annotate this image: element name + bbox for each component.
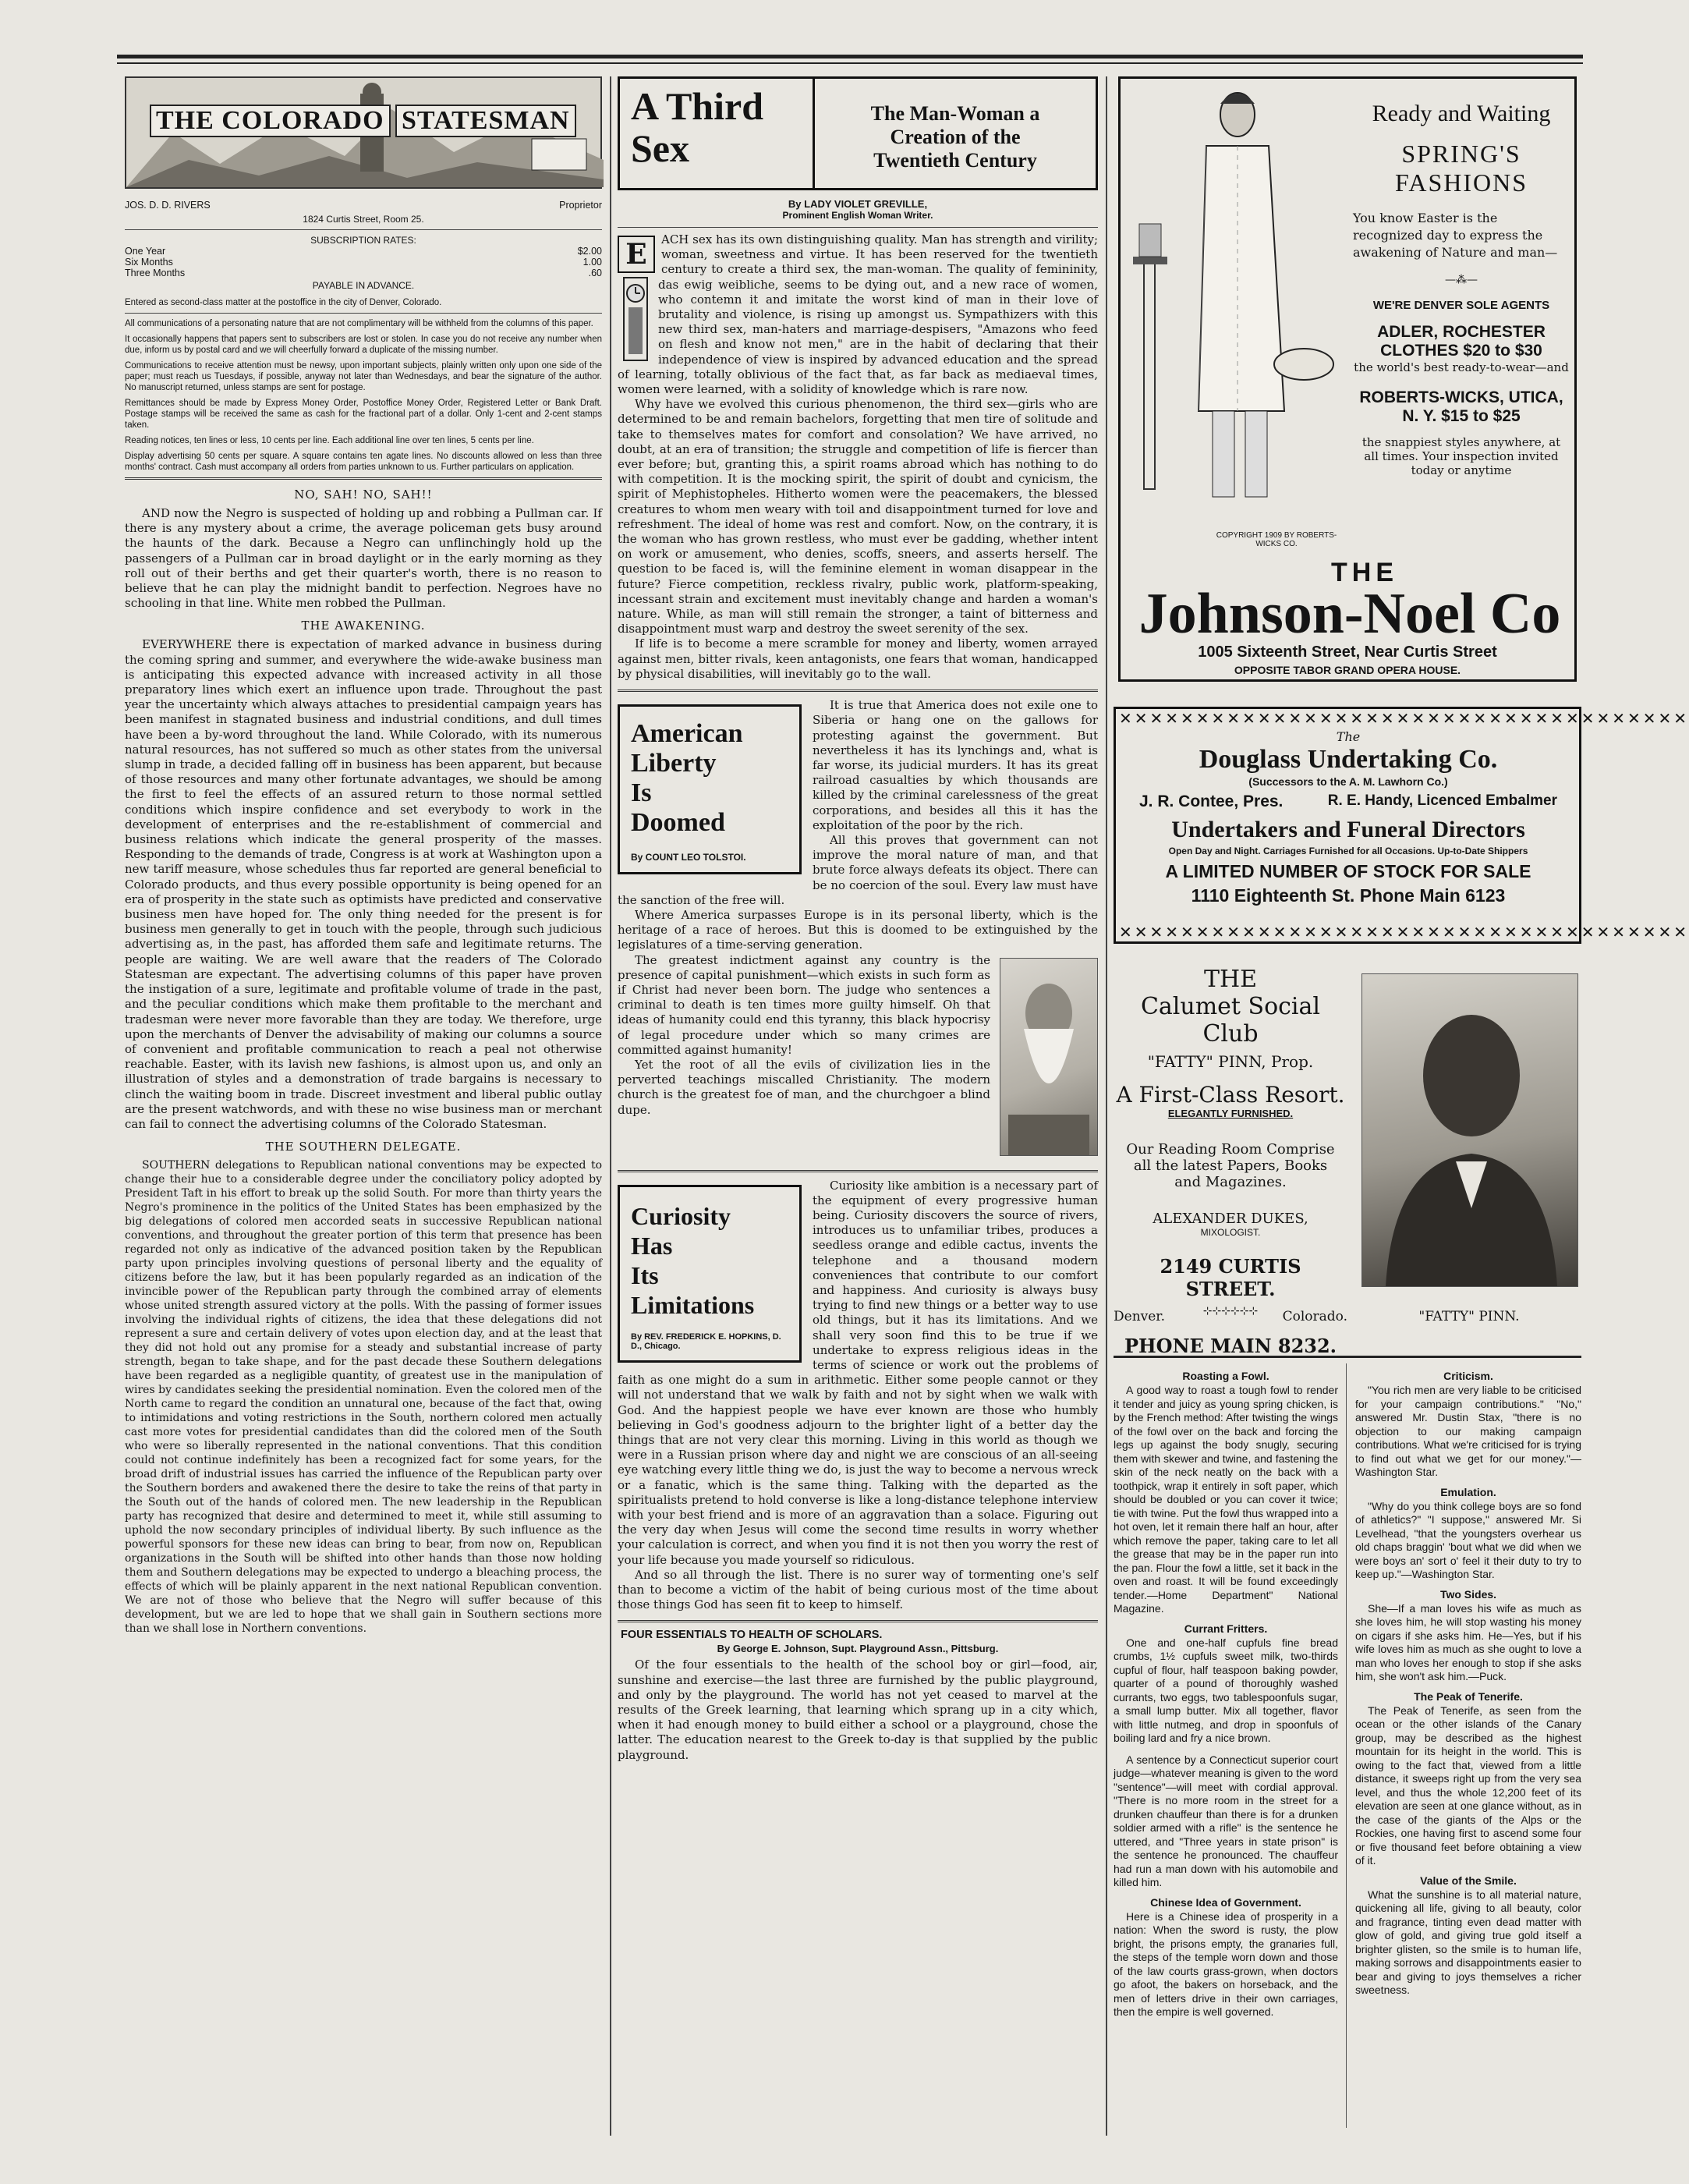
misc-text: Here is a Chinese idea of prosperity in a nation: When the sword is rusty, the plow bright, the prisons empty, the granaries full, the steps of the temple worn down and those of the law courts grass-grown, when doctors go afoot, the bakers on horseback, and the men of letters drive in their own carriages, then the empire is well governed. — [1114, 1909, 1338, 2018]
curiosity-p2: And so all through the list. There is no surer way of tormenting one's self than to become a victim of the habit of being curious most of the time about those things God has seen fit to keep to himself. — [618, 1567, 1098, 1612]
douglass-address: 1110 Eighteenth St. Phone Main 6123 — [1191, 885, 1506, 906]
adler-3: the world's best ready-to-wear—and — [1354, 360, 1569, 374]
roberts-2: N. Y. $15 to $25 — [1402, 407, 1521, 425]
publisher-address: 1824 Curtis Street, Room 25. — [303, 214, 424, 225]
misc-text: A sentence by a Connecticut superior court judge—whatever meaning is given to the word "sentence"—will meet with cordial approval. "There is no more room in the street for a drunken chauffeur than there is for a drunken soldier armed with a rifle" is the sentence he uttered, and "Three years in state prison" is the sentence he pronounced. The chauffeur had run a man down with his automobile and killed him. — [1114, 1753, 1338, 1888]
rates-heading: SUBSCRIPTION RATES: — [310, 235, 416, 246]
tail-3: today or anytime — [1411, 463, 1512, 477]
third-sex-title-1: A Third — [631, 84, 763, 128]
calumet-city-line — [1114, 1309, 1347, 1324]
liberty-p3: Where America surpasses Europe is in its personal liberty, which is the heritage of a race of heroes. But this is doomed to be extinguished by the legislatures of a time-serving generation. — [618, 907, 1098, 952]
rates-row — [125, 268, 602, 278]
column-editorial — [125, 76, 602, 2136]
rate-price: 1.00 — [582, 257, 602, 268]
misc-title: Currant Fritters. — [1184, 1622, 1268, 1635]
third-sex-subtitle-box — [815, 79, 1096, 188]
liberty-p1: It is true that America does not exile one to Siberia or hang one on the gallows for protesting against the government. But nevertheless it has its lynchings and, what is far worse, its judicial murders. It has its great railroad casualties by which thousands are killed by the criminal carelessness of the great corporations, and besides all this it has the exploitation of the poor by the rich. — [813, 698, 1098, 832]
curiosity-title-1: Curiosity — [631, 1201, 731, 1230]
masthead-title-right: STATESMAN — [395, 105, 576, 137]
calumet-name: Calumet Social Club — [1140, 993, 1321, 1048]
douglass-stock: A LIMITED NUMBER OF STOCK FOR SALE — [1165, 861, 1531, 881]
notice: Communications to receive attention must be newsy, upon important subjects, plainly written only upon one side of the paper; must reach us Tuesdays, if possible, anyway not later than Wednesdays, and bear the signature of the author. No manuscript returned, unless stamps are sent for postage. — [125, 361, 602, 392]
third-sex-p3: If life is to become a mere scramble for money and liberty, women arrayed against men, bitter rivals, keen antagonists, one fears that woman, handicapped by physical disabilities, will inevitably go to the wall. — [618, 636, 1098, 681]
curiosity-title-2: Has — [631, 1231, 673, 1260]
article-southern-delegate: SOUTHERN delegations to Republican national conventions may be expected to change their hue to a considerable degree under the conciliatory policy adopted by President Taft in his effort to break up the solid South. For more than thirty years the Negro's prominence in the politics of the United States has been emphasized by the big delegations of colored men accorded seats in successive Republican national conventions, and throughout the greater portion of this term that presence has been regarded not only as indicative of the advanced position taken by the Republican party upon principles involving questions of personal liberty and the equality of citizens before the law, but it has been popularly regarded as an indication of the invincible power of the Republican party through the combined array of elements whose united strength assured victory at the polls. With the passing of former issues involving the individual rights of citizens, the idea that these delegations did not represent a sure and certain delivery of votes upon election day, and at the least that they did not hold out any promise for a steady and substantial increase of party strength, began to take shape, and for the past decade these Southern delegations have been regarded as a negligible quantity, of greatest use in the manipulation of wires by candidates seeking the presidential nomination. Even the colored men of the North came to regard the condition an unnatural one, because of the fact that, owing to intimidations and voting restrictions in the South, northern colored men actually cast more votes for presidential candidates than did the colored men of the South who were so liberally represented in the national conventions. That this condition could not continue indefinitely has been a recognized fact for some years, for the broad drift of industrial issues has carried the influence of the Republican party over the Southern borders and awakened there the desire to take the reins of that party in the South out of the hands of colored men. The new leadership in the Republican party has recognized that desire and determined to meet it, while still assuming to uphold the now secondary principles of individual liberty. By such influence as the powerful sponsors for these new ideas can bring to bear, from now on, Republican organizations in the South will be shifted into other hands than those now holding them and Southern delegations may be expected to undergo a bleaching process, the effects of which will be plainly apparent in the next national Republican convention. We are not of those who believe that the Negro will suffer because of this development, but we are led to hope that we shall gain in Southern sections more than we shall lose in Northern conventions. — [125, 1159, 602, 1636]
four-essentials-p1: Of the four essentials to the health of the school boy or girl—food, air, sunshine and exercise—the last three are furnished by the public playground, and only by the playground. The world has not yet ceased to marvel at the results of the Greek learning, that learning which sprang up in a city which, when it had enough money to build either a school or a playground, chose the latter. The education nearest to the Greek to-day is that supplied by the public playground. — [618, 1658, 1098, 1762]
curiosity-title-3: Its — [631, 1260, 659, 1289]
curiosity-byline: By REV. FREDERICK E. HOPKINS, D. D., Chicago. — [631, 1331, 781, 1351]
misc-title: Criticism. — [1443, 1370, 1493, 1382]
calumet-resort: A First-Class Resort. — [1116, 1082, 1345, 1108]
liberty-title-2: Liberty — [631, 749, 717, 778]
curiosity-article — [618, 1179, 1098, 1613]
grandfather-clock-icon — [621, 276, 650, 362]
misc-text: "Why do you think college boys are so fond of athletics?" "I suppose," answered Mr. Si Levelhead, "that the youngsters overhear us old chaps braggin' 'bout what we did when we were boys an' sort o' feel it their duty to try to keep up."—Washington Star. — [1355, 1499, 1581, 1580]
johnson-noel-address: 1005 Sixteenth Street, Near Curtis Street — [1198, 644, 1497, 661]
calumet-prop: "FATTY" PINN, Prop. — [1147, 1052, 1314, 1071]
publisher-role: Proprietor — [559, 200, 602, 211]
calumet-ad — [1114, 966, 1581, 1357]
top-rule-thin — [117, 62, 1583, 64]
notice: Display advertising 50 cents per square. A square contains ten agate lines. No discounts allowed on less than three months' contract. Cash must accompany all orders from parties unknown to us. Further particulars on application. — [125, 452, 602, 472]
spacer — [1114, 1746, 1338, 1753]
calumet-copy — [1114, 966, 1347, 1357]
johnson-noel-the: THE — [1331, 558, 1398, 587]
calumet-reading-2: all the latest Papers, Books — [1133, 1158, 1328, 1174]
column-rule — [610, 76, 611, 2136]
four-essentials-byline: By George E. Johnson, Supt. Playground Assn., Pittsburg. — [717, 1643, 999, 1655]
third-sex-byline-2: Prominent English Woman Writer. — [782, 210, 933, 221]
curiosity-title-box — [618, 1185, 802, 1363]
roberts-1: ROBERTS-WICKS, UTICA, — [1359, 388, 1563, 406]
fashions: FASHIONS — [1394, 168, 1528, 197]
masthead-title-left: THE COLORADO — [150, 105, 391, 137]
calumet-street: 2149 CURTIS STREET. — [1160, 1255, 1301, 1300]
third-sex-subtitle-3: Twentieth Century — [873, 149, 1037, 172]
article-awakening: EVERYWHERE there is expectation of marked advance in business during the coming spring and summer, and everywhere the wide-awake business man is anticipating this expected advance with increased activity in all those preparatory lines which exert an influence upon trade. Throughout the past year the uncertainty which always attaches to presidential campaign years has been manifest in stagnated business and industrial conditions, and dull times have been a by-word throughout the land. While Colorado, with its numerous natural resources, has not suffered so much as other states from the universal slump in trade, a decided falling off in business has been apparent, but because of those resources and many other fortunate advantages, we should be among the first to feel the effects of an assured return to those normal settled conditions which inspire confidence and set everybody to work in the development of enterprises and the re-establishment of commercial and business relations which indicate the general prosperity of the masses. Responding to the demands of trade, Congress is at work at Washington upon a new tariff measure, whose schedules thus far reported are general beneficial to Colorado products, and thus every possible opportunity is being opened for an era of prosperity in the state such as optimists have predicted and conservative business men have hoped for. The only thing needed for the present is for business men generally to get in touch with the people, through such judicious advertising as, in the past, has afforded them safe and legitimate returns. The people are waiting. We are well aware that the readers of The Colorado Statesman are expectant. The advertising columns of this paper have proven the instigation of a sure, legitimate and profitable volume of trade in the past, and the peculiar conditions which make them profitable to the merchant and tradesman were never more favorable than they are today. We therefore, urge upon the merchants of Denver the advisability of making our columns a source of convenient and profitable communication to reach a peal not otherwise reachable. Easter, with its lavish new fashions, is almost upon us, and only an illustration of styles and a demonstration of trade bargains is necessary to clinch the waiting boom in trade. Discreet investment and liberal public outlay are the present watchwords, and with these no wise business man or merchant can fail to connect the advertising columns of the Colorado Statesman. — [125, 637, 602, 1131]
calumet-denver: Denver. — [1114, 1309, 1165, 1324]
fatty-pinn-caption: "FATTY" PINN. — [1418, 1309, 1520, 1324]
portrait-figure — [1000, 959, 1097, 1155]
column-rule — [1346, 1363, 1347, 2128]
tail-1: the snappiest styles anywhere, at — [1361, 435, 1561, 449]
portrait-figure — [1362, 974, 1577, 1286]
liberty-p2: All this proves that government can not improve the moral nature of man, and that brute force always defeats its object. There can be no coercion of the soul. Every law must have the sanction of the free will. — [618, 832, 1098, 907]
calumet-reading-1: Our Reading Room Comprise — [1126, 1141, 1335, 1158]
divider — [1114, 1356, 1581, 1358]
rate-term: One Year — [125, 246, 166, 257]
notice: Reading notices, ten lines or less, 10 cents per line. Each additional line over ten lines, 5 cents per line. — [125, 436, 534, 445]
rate-price: .60 — [588, 268, 602, 278]
misc-title: Two Sides. — [1439, 1587, 1497, 1601]
rates-row — [125, 246, 602, 257]
liberty-title-3: Is — [631, 778, 652, 808]
douglass-handy: R. E. Handy, Licenced Embalmer — [1327, 792, 1557, 809]
douglass-officers — [1139, 792, 1557, 811]
ornament-border: ✕✕✕✕✕✕✕✕✕✕✕✕✕✕✕✕✕✕✕✕✕✕✕✕✕✕✕✕✕✕✕✕✕✕✕✕✕ — [1119, 709, 1689, 728]
douglass-the: The — [1336, 729, 1361, 744]
calumet-dukes: ALEXANDER DUKES, — [1153, 1211, 1308, 1227]
rates-row — [125, 257, 602, 268]
divider — [618, 227, 1098, 228]
douglass-successors: (Successors to the A. M. Lawhorn Co.) — [1248, 775, 1448, 788]
miscellany-right — [1355, 1363, 1581, 2136]
column-features — [618, 76, 1098, 2136]
johnson-noel-ad — [1118, 76, 1577, 682]
douglass-title: Undertakers and Funeral Directors — [1171, 817, 1525, 842]
page-frame — [117, 45, 1689, 2151]
third-sex-article — [618, 232, 1098, 682]
drop-cap: E — [618, 236, 655, 273]
liberty-p5: Yet the root of all the evils of civilization lies in the perverted teachings miscalled Christianity. The modern church is the greatest foe of man, and the churchgoer a blind dupe. — [618, 1057, 990, 1117]
third-sex-title-box — [620, 79, 815, 188]
masthead — [125, 76, 602, 189]
third-sex-title-2: Sex — [631, 126, 689, 170]
liberty-title-box — [618, 704, 802, 874]
curiosity-p1: Curiosity like ambition is a necessary part of the equipment of every progressive human being. Curiosity discovers the source of rivers, introduces us to unfamiliar tribes, produces a seedless orange and edible cactus, invents the telephone and a thousand modern conveniences that contribute to our comfort and happiness. And curiosity is always busy trying to find new things or a better way to use old things, but it has its limitations. And we shall very soon find this to be true if we undertake to express religious ideas in the terms of science or work out the problems of faith as one might do a sum in arithmetic. Either some people cannot or they will not understand that we walk by faith and not by sight when we walk with God. And the happiest people we have ever known are those who humbly believing in God's goodness adjourn to the brighter light of a better day the things that are not very clear this morning. Living in this world as though we were in a Russian prison where day and night we are conscious of an all-seeing eye watching every little thing we do, is just the way to become a nervous wreck or a fanatic, which is the same thing. Talking with the departed as the spiritualists pretend to hold converse is like a long-distance telephone interview with your best friend and is more of an aggravation than a solace. Figuring out the very day when Jesus will come the second time results in worry whether your calculation is correct, and when you find it is not then you worry the rest of your life because you made yourself so ridiculous. — [618, 1178, 1098, 1567]
rates-table — [125, 246, 602, 278]
headline-awakening: THE AWAKENING. — [301, 619, 426, 633]
liberty-p4: The greatest indictment against any country is the presence of capital punishment—which exists in such form as if Christ had never been born. The judge who sentences a criminal to death is ten times more guilty himself. Oh that ideas of humanity could end this tyranny, this black hypocrisy of legal procedure under which so many crimes are committed against humanity! — [618, 952, 990, 1057]
notice: It occasionally happens that papers sent to subscribers are lost or stolen. In case you do not receive any number when due, inform us by postal card and we will cheerfully forward a duplicate of the missing number. — [125, 335, 602, 355]
calumet-reading-3: and Magazines. — [1174, 1174, 1287, 1190]
third-sex-p1: ACH sex has its own distinguishing quality. Man has strength and virility; woman, sweetness and virtue. It has been reserved for the twentieth century to create a third sex, the man-woman. The quality of femininity, das ewig weibliche, seems to be dying out, and a new race of women, who contemn it and imitate the worst kind of man in their love of brutality and violence, is rising up amongst us. Sympathizers with this new third sex, man-haters and marriage-despisers, "Amazons who feed on flesh and know not men," are in the habit of declaring that their independence of view is inspired by advanced education and the spread of learning, totally oblivious of the fact that, as far back as mediaeval times, women were learned, with a solidity of knowledge which is rare now. — [618, 232, 1098, 397]
third-sex-header — [618, 76, 1098, 190]
notice: All communications of a personating nature that are not complimentary will be withheld from the columns of this paper. — [125, 319, 593, 328]
douglass-open: Open Day and Night. Carriages Furnished for all Occasions. Up-to-Date Shippers — [1168, 846, 1528, 856]
third-sex-subtitle-1: The Man-Woman a — [870, 102, 1040, 125]
calumet-furnished: ELEGANTLY FURNISHED. — [1167, 1108, 1294, 1119]
rate-term: Six Months — [125, 257, 173, 268]
publisher-name: JOS. D. D. RIVERS — [125, 200, 211, 211]
rate-price: $2.00 — [577, 246, 602, 257]
misc-text: She—If a man loves his wife as much as she loves him, he will stop wasting his money on cigars if she asks him. He—Yes, but if his wife loves him as much as she ought to love a man who loves her enough to stop if she asks him, she won't ask him.—Puck. — [1355, 1601, 1581, 1682]
liberty-article — [618, 698, 1098, 1118]
springs: SPRING'S — [1401, 140, 1521, 168]
tolstoi-portrait — [1000, 958, 1098, 1156]
misc-title: The Peak of Tenerife. — [1414, 1689, 1523, 1703]
tail-2: all times. Your inspection invited — [1364, 449, 1559, 463]
douglass-name: Douglass Undertaking Co. — [1199, 745, 1498, 774]
column-rule — [1106, 76, 1107, 2136]
johnson-noel-copy — [1348, 101, 1574, 477]
four-essentials-title: FOUR ESSENTIALS TO HEALTH OF SCHOLARS. — [621, 1629, 883, 1642]
calumet-colorado: Colorado. — [1282, 1309, 1347, 1324]
divider — [125, 477, 602, 480]
publisher-line — [125, 200, 602, 211]
curiosity-title-4: Limitations — [631, 1290, 755, 1319]
top-rule — [117, 55, 1583, 58]
fatty-pinn-portrait — [1361, 973, 1578, 1287]
divider — [125, 313, 602, 314]
calumet-phone: PHONE MAIN 8232. — [1124, 1335, 1337, 1357]
notice: Entered as second-class matter at the postoffice in the city of Denver, Colorado. — [125, 298, 442, 307]
divider — [618, 1170, 1098, 1172]
divider — [618, 1620, 1098, 1622]
misc-title: Roasting a Fowl. — [1182, 1370, 1269, 1382]
flourish: ⊹⊹⊹⊹⊹⊹ — [1202, 1305, 1259, 1317]
divider — [618, 690, 1098, 692]
article-no-sah: AND now the Negro is suspected of holding up and robbing a Pullman car. If there is any mystery about a crime, the average policeman gets busy around the haunts of the dark. Because a Negro can unflinchingly hold up the passengers of a Pullman car in broad daylight or in the early morning as they roll out of their berths and get their quarter's worth, there is no reason to believe that he can play the midnight bandit to perfection. Negroes have no schooling in that line. White men robbed the Pullman. — [125, 506, 602, 611]
notice: Remittances should be made by Express Money Order, Postoffice Money Order, Registered Letter or Bank Draft. Postage stamps will be received the same as cash for the fractional part of a dollar. Only 1-cent and 2-cent stamps taken. — [125, 399, 602, 430]
rate-term: Three Months — [125, 268, 186, 278]
misc-title: Emulation. — [1440, 1485, 1496, 1498]
gentleman-illustration — [1128, 83, 1347, 520]
payable-note: PAYABLE IN ADVANCE. — [312, 280, 415, 291]
third-sex-subtitle-2: Creation of the — [890, 126, 1021, 148]
sole-agents: WE'RE DENVER SOLE AGENTS — [1372, 299, 1550, 312]
liberty-title-1: American — [631, 719, 743, 749]
adler-2: CLOTHES $20 to $30 — [1380, 342, 1542, 360]
third-sex-byline: By LADY VIOLET GREVILLE, — [788, 198, 928, 210]
misc-text: One and one-half cupfuls fine bread crumbs, 1½ cupfuls sweet milk, two-thirds cupful of flour, half teaspoon baking powder, quarter of a pound of thoroughly washed currants, two eggs, two tablespoonfuls sugar, a small lump butter. Mix all together, flavor with little nutmeg, and drop in spoonfuls of boiling lard and fry a nice brown. — [1114, 1636, 1338, 1744]
liberty-title-4: Doomed — [631, 808, 725, 838]
headline-no-sah: NO, SAH! NO, SAH!! — [294, 488, 433, 502]
calumet-mixologist: MIXOLOGIST. — [1200, 1227, 1261, 1238]
ready-waiting: Ready and Waiting — [1372, 101, 1551, 126]
flourish: —⁂— — [1445, 274, 1478, 286]
copyright-note: COPYRIGHT 1909 BY ROBERTS-WICKS CO. — [1216, 531, 1337, 548]
adler-1: ADLER, ROCHESTER — [1377, 323, 1546, 341]
misc-text: A good way to roast a tough fowl to render it tender and juicy as young spring chicken, is by the French method: After twisting the wings of the fowl over on the back and forcing the legs up against the body snugly, securing them with skewer and twine, and fastening the skin of the neck neatly on the back with a toothpick, wrap it entirely in soft paper, which should be doubled or you can cover it twice; tie with twine. Put the fowl thus wrapped into a hot oven, let it remain there half an hour, after which remove the paper, taking care to let all the grease that may be in the paper run into the pan. Flour the fowl a little, set it back in the oven and roast. It will be found exceedingly tender.—Home Department" National Magazine. — [1114, 1384, 1338, 1615]
divider — [125, 229, 602, 230]
headline-southern-delegate: THE SOUTHERN DELEGATE. — [265, 1140, 462, 1154]
douglass-ad — [1114, 707, 1689, 944]
miscellany-left — [1114, 1363, 1338, 2136]
johnson-noel-name: Johnson-Noel Co — [1138, 582, 1561, 646]
liberty-byline: By COUNT LEO TOLSTOI. — [631, 852, 746, 863]
misc-text: What the sunshine is to all material nature, quickening all life, giving to all beauty, color and fragrance, tinting even dead matter with glow of gold, and giving true gold itself a brighter glisten, so the smile is to human life, making sorrows and disappointments easier to bear and giving to joys themselves a richer sweetness. — [1355, 1888, 1581, 1996]
misc-text: "You rich men are very liable to be criticised for your campaign contributions." "No," answered Mr. Dustin Stax, "there is no objection to our making campaign contributions. What we're criticised for is trying to find out what we get for our money."—Washington Star. — [1355, 1384, 1581, 1478]
calumet-the: THE — [1203, 966, 1258, 993]
third-sex-p2: Why have we evolved this curious phenomenon, the third sex—girls who are determined to be and remain bachelors, forgetting that men tire of solitude and take to themselves mates for comfort and consolation? We have arrived, no doubt, at an era of transition; the struggle and competition of life is fiercer than ever before; but, granting this, a spirit roams abroad which has nothing to do with competition. It is the mocking spirit, the spirit of doubt and cynicism, the spirit of Mephistopheles. Hitherto women were the peacemakers, the blessed creatures to whom men weary with toil and disappointment turned for love and refreshment. The ideal of home was rest and comfort. Now, on the contrary, it is the woman who has grown restless, who must ever be gadding, whether intent on work or amusement, who denies, scoffs, sneers, and asserts herself. The question to be faced is, will the feminine element in woman disappear in the future? Fierce competition, reckless rivalry, public work, platform-speaking, incessant strain and excitement must inevitably change and harden a woman's nature. While, as man will still remain the stronger, a taint of bitterness and disappointment must warp and destroy the sweet serenity of the sex. — [618, 397, 1098, 636]
johnson-noel-opposite: OPPOSITE TABOR GRAND OPERA HOUSE. — [1234, 664, 1461, 676]
misc-text: The Peak of Tenerife, as seen from the ocean or the other islands of the Canary group, may be described as the highest mountain for its height in the world. This is owing to the fact that, viewed from a little distance, it sweeps right up from the very sea level, and thus the whole 12,200 feet of its elevation are seen at one glance without, as in the case of the giants of the Alps or the Rockies, one having first to ascend some four or five thousand feet before obtaining a view of it. — [1355, 1704, 1581, 1867]
column-advertisements — [1114, 76, 1689, 2136]
douglass-copy — [1139, 729, 1557, 906]
misc-title: Chinese Idea of Government. — [1150, 1895, 1301, 1909]
ornament-border: ✕✕✕✕✕✕✕✕✕✕✕✕✕✕✕✕✕✕✕✕✕✕✕✕✕✕✕✕✕✕✕✕✕✕✕✕✕ — [1119, 923, 1689, 941]
misc-title: Value of the Smile. — [1420, 1874, 1517, 1887]
douglass-pres: J. R. Contee, Pres. — [1139, 792, 1284, 810]
easter-text: You know Easter is the recognized day to express the awakening of Nature and man— — [1353, 211, 1558, 260]
